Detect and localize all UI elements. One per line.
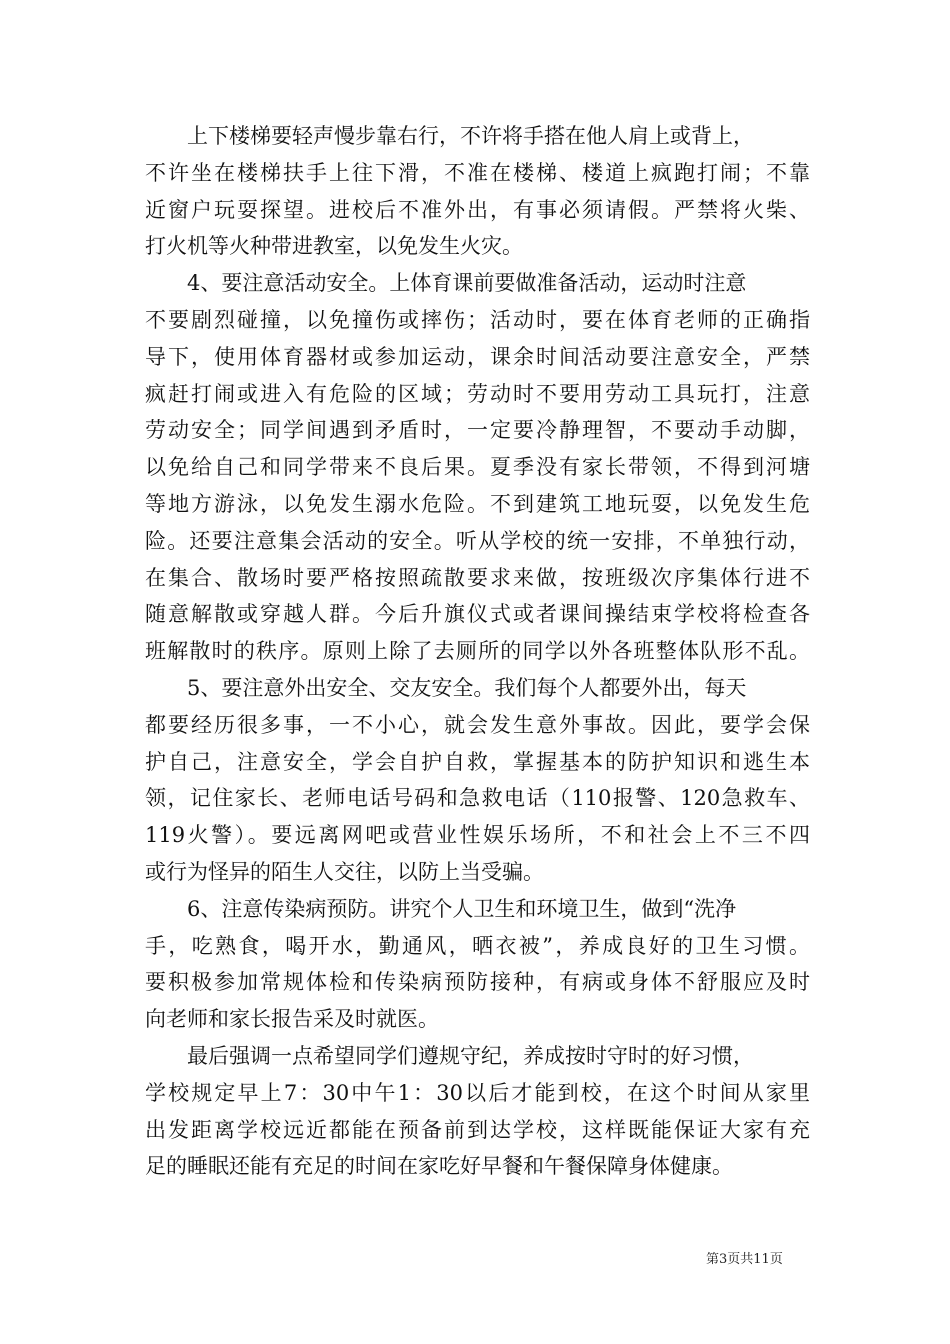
- text-line: 要积极参加常规体检和传染病预防接种，有病或身体不舒服应及时: [145, 970, 810, 995]
- text-line: 学校规定早上7：30中午1：30以后才能到校，在这个时间从家里: [145, 1080, 810, 1105]
- text-line: 领，记住家长、老师电话号码和急救电话（110报警、120急救车、: [145, 786, 810, 811]
- text-line: 最后强调一点希望同学们遵规守纪，养成按时守时的好习惯，: [187, 1043, 754, 1068]
- document-body: [145, 118, 810, 1185]
- text-line: 以免给自己和同学带来不良后果。夏季没有家长带领，不得到河塘: [145, 455, 810, 480]
- text-line: 5、要注意外出安全、交友安全。我们每个人都要外出，每天: [187, 675, 747, 700]
- text-line: 劳动安全；同学间遇到矛盾时，一定要冷静理智，不要动手动脚，: [145, 418, 810, 443]
- text-line: 119火警）。要远离网吧或营业性娱乐场所，不和社会上不三不四: [145, 823, 810, 848]
- text-line: 护自己，注意安全，学会自护自救，掌握基本的防护知识和逃生本: [145, 749, 810, 774]
- text-line: 班解散时的秩序。原则上除了去厕所的同学以外各班整体队形不乱。: [145, 639, 810, 664]
- text-line: 不要剧烈碰撞，以免撞伤或摔伤；活动时，要在体育老师的正确指: [145, 307, 810, 332]
- text-line: 险。还要注意集会活动的安全。听从学校的统一安排，不单独行动，: [145, 528, 810, 553]
- text-line: 出发距离学校远近都能在预备前到达学校，这样既能保证大家有充: [145, 1117, 810, 1142]
- text-line: 都要经历很多事，一不小心，就会发生意外事故。因此，要学会保: [145, 712, 810, 737]
- text-line: 向老师和家长报告采及时就医。: [145, 1007, 439, 1032]
- text-line: 上下楼梯要轻声慢步靠右行，不许将手搭在他人肩上或背上，: [187, 124, 754, 148]
- text-line: 足的睡眠还能有充足的时间在家吃好早餐和午餐保障身体健康。: [145, 1154, 733, 1179]
- text-line: 或行为怪异的陌生人交往，以防上当受骗。: [145, 859, 544, 884]
- text-line: 4、要注意活动安全。上体育课前要做准备活动，运动时注意: [187, 271, 747, 296]
- text-line: 不许坐在楼梯扶手上往下滑，不准在楼梯、楼道上疯跑打闹；不靠: [145, 160, 810, 185]
- text-line: 手，吃熟食，喝开水，勤通风，晒衣被”，养成良好的卫生习惯。: [145, 933, 810, 958]
- page-number: 第3页共11页: [706, 1252, 783, 1267]
- text-line: 打火机等火种带进教室，以免发生火灾。: [145, 234, 523, 259]
- text-line: 在集合、散场时要严格按照疏散要求来做，按班级次序集体行进不: [145, 565, 810, 590]
- text-line: 近窗户玩耍探望。进校后不准外出，有事必须请假。严禁将火柴、: [145, 197, 810, 222]
- text-line: 6、注意传染病预防。讲究个人卫生和环境卫生，做到“洗净: [187, 896, 737, 921]
- text-line: 疯赶打闹或进入有危险的区域；劳动时不要用劳动工具玩打，注意: [145, 381, 810, 406]
- text-line: 随意解散或穿越人群。今后升旗仪式或者课间操结束学校将检查各: [145, 602, 810, 627]
- text-line: 导下，使用体育器材或参加运动，课余时间活动要注意安全，严禁: [145, 344, 810, 369]
- text-line: 等地方游泳，以免发生溺水危险。不到建筑工地玩耍，以免发生危: [145, 491, 810, 516]
